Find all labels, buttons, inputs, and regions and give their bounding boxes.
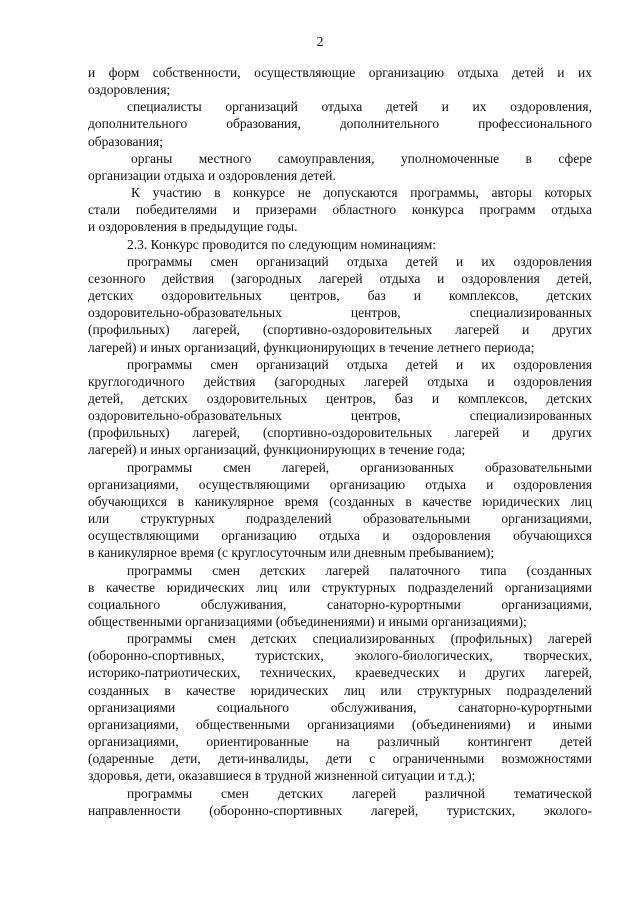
text-line: организациями, осуществляющими организацию отдыха и оздоровления (88, 476, 592, 492)
text-line: К участию в конкурсе не допускаются программы, авторы которых (131, 185, 592, 201)
text-line: организациями, общественными организациями (объединениями) и иными (88, 716, 592, 732)
text-line: социального обслуживания, санаторно-курортными организациями, (88, 596, 592, 612)
text-line: организациями, ориентированные на различный контингент детей (88, 734, 592, 750)
text-line: программы смен организаций отдыха детей и их оздоровления (127, 356, 592, 372)
text-line: лагерей) и иных организаций, функционирующих в течение года; (88, 442, 466, 458)
text-line: детских оздоровительных центров, баз и комплексов, детских (88, 288, 592, 304)
text-line: дополнительного образования, дополнительного профессионального (88, 116, 592, 132)
text-line: специалисты организаций отдыха детей и их оздоровления, (127, 99, 592, 115)
text-line: программы смен детских специализированных (профильных) лагерей (127, 631, 592, 647)
text-line: программы смен детских лагерей палаточного типа (созданных (127, 562, 592, 578)
text-line: (профильных) лагерей, (спортивно-оздоровительных лагерей и других (88, 322, 592, 338)
text-line: осуществляющими организацию отдыха и оздоровления обучающихся (88, 528, 592, 544)
text-line: лагерей) и иных организаций, функционирующих в течение летнего периода; (88, 339, 535, 355)
text-line: образования; (88, 133, 163, 149)
text-line: обучающихся в каникулярное время (созданных в качестве юридических лиц (88, 493, 592, 509)
text-line: сезонного действия (загородных лагерей отдыха и оздоровления детей, (88, 270, 592, 286)
text-line: оздоровительно-образовательных центров, специализированных (88, 305, 592, 321)
text-line: общественными организациями (объединениями) и иными организациями); (88, 614, 527, 629)
text-line: программы смен лагерей, организованных образовательными (127, 459, 592, 475)
text-line: оздоровления; (88, 82, 171, 98)
text-line: созданных в качестве юридических лиц или структурных подразделений (88, 682, 592, 698)
text-line: (профильных) лагерей, (спортивно-оздоровительных лагерей и других (88, 425, 592, 441)
text-line: детей, детских оздоровительных центров, баз и комплексов, детских (88, 390, 592, 406)
text-line: (одаренные дети, дети-инвалиды, дети с ограниченными возможностями (88, 751, 592, 767)
text-line: направленности (оборонно-спортивных лагерей, туристских, эколого- (88, 802, 592, 818)
text-line: организации отдыха и оздоровления детей. (88, 167, 336, 183)
text-line: здоровья, дети, оказавшиеся в трудной жизненной ситуации и т.д.); (88, 768, 476, 784)
text-line: стали победителями и призерами областного конкурса программ отдыха (88, 202, 592, 218)
text-line: программы смен организаций отдыха детей и их оздоровления (127, 253, 592, 269)
text-line: органы местного самоуправления, уполномоченные в сфере (131, 150, 592, 166)
text-line: (оборонно-спортивных, туристских, эколого-биологических, творческих, (88, 648, 592, 664)
text-line: и форм собственности, осуществляющие организацию отдыха детей и их (88, 65, 592, 80)
text-line: 2.3. Конкурс проводится по следующим номинациям: (127, 236, 437, 252)
page-number: 2 (316, 35, 324, 50)
text-line: программы смен детских лагерей различной тематической (127, 785, 592, 801)
document-body (88, 64, 592, 819)
text-line: организациями социального обслуживания, санаторно-курортными (88, 699, 592, 715)
text-line: или структурных подразделений образовательными организациями, (88, 511, 592, 527)
text-line: в каникулярное время (с круглосуточным или дневным пребыванием); (88, 545, 495, 561)
text-line: круглогодичного действия (загородных лагерей отдыха и оздоровления (88, 373, 592, 389)
text-line: и оздоровления в предыдущие годы. (88, 219, 298, 235)
text-line: историко-патриотических, технических, краеведческих и других лагерей, (88, 665, 592, 681)
text-line: в качестве юридических лиц или структурных подразделений организациями (88, 579, 592, 595)
text-line: оздоровительно-образовательных центров, специализированных (88, 408, 592, 424)
